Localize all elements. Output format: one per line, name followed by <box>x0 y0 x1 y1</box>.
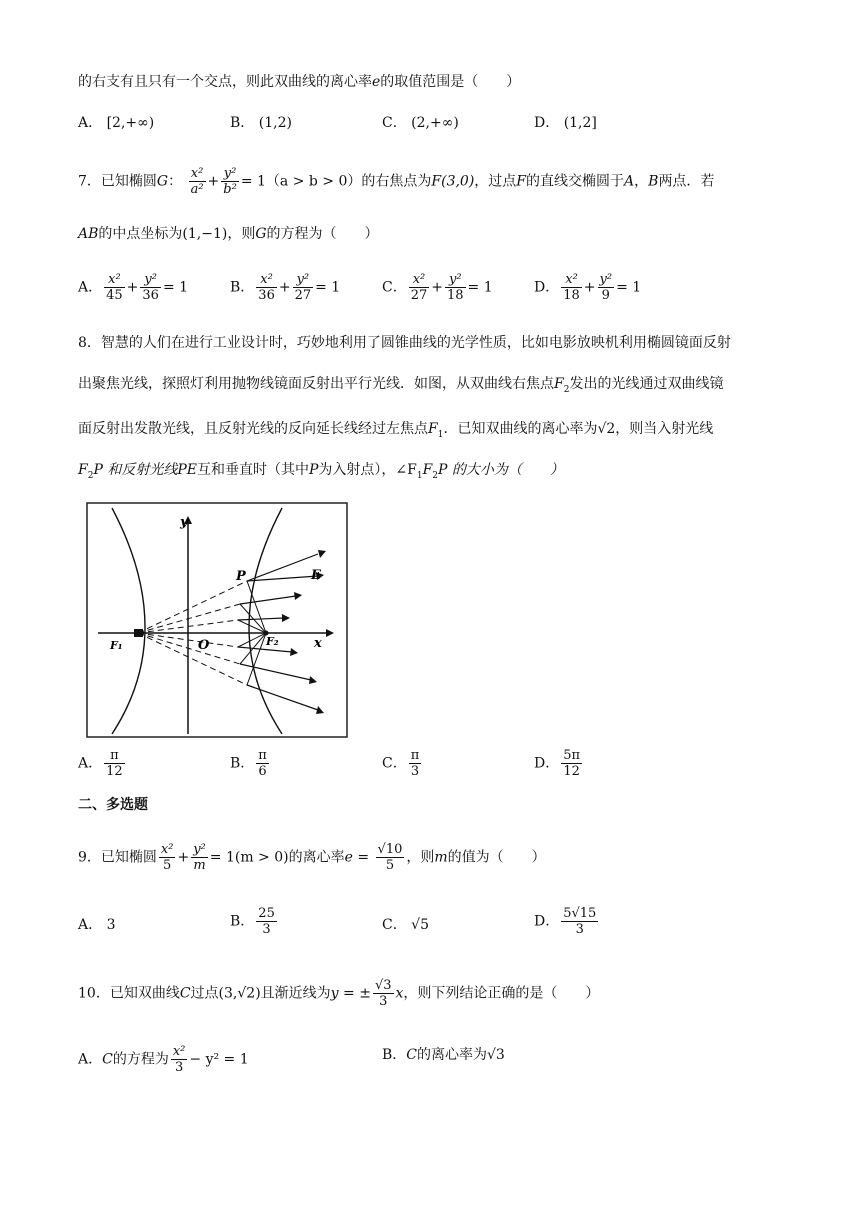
label-p: P <box>236 569 246 584</box>
q9-option-a[interactable]: A． 3 <box>78 917 116 933</box>
q7-stem-line1: 7．已知椭圆G： $\frac{\text{x²}}{\text{a²}}$ + $\frac{\text{y²}}{\text{b²}}$ = 1（a > b > 0）的右焦点为F(3,0)，过点F的直线交椭圆于A，B两点．若 <box>78 166 715 197</box>
q8-stem-line1: 8．智慧的人们在进行工业设计时，巧妙地利用了圆锥曲线的光学性质，比如电影放映机利用椭圆镜面反射 <box>78 335 731 351</box>
q6-stem: 的右支有且只有一个交点，则此双曲线的离心率e的取值范围是（ ） <box>78 74 521 90</box>
label-x: x <box>314 636 322 651</box>
q10-option-a[interactable]: A．C的方程为 $\frac{\text{x²}}{3}$ − y² = 1 <box>78 1044 249 1075</box>
label-f1: F₁ <box>110 639 123 652</box>
q7-option-a[interactable]: A． $\frac{\text{x²}}{45}$ + $\frac{\text{y²}}{36}$ = 1 <box>78 272 189 303</box>
q7-option-c[interactable]: C． $\frac{\text{x²}}{27}$ + $\frac{\text{y²}}{18}$ = 1 <box>382 272 493 303</box>
q10-stem: 10．已知双曲线C过点(3,√2)且渐近线为y = ± $\frac{√3}{3}$ x，则下列结论正确的是（ ） <box>78 978 600 1009</box>
label-o: O <box>198 638 210 653</box>
q6-option-b[interactable]: B． (1,2) <box>230 115 292 131</box>
q7-frac-x: $\frac{\text{x²}}{\text{a²}}$ <box>190 166 204 197</box>
q7-frac-y: $\frac{\text{y²}}{\text{b²}}$ <box>223 166 237 197</box>
q6-option-d[interactable]: D． (1,2] <box>534 115 597 131</box>
focus-f1-point <box>134 629 143 637</box>
q8-stem-line2: 出聚焦光线，探照灯利用抛物线镜面反射出平行光线．如图，从双曲线右焦点$F_2$发出的光线通过双曲线镜 <box>78 376 724 395</box>
q9-option-b[interactable]: B． $\frac{25}{3}$ <box>230 906 275 937</box>
q10-option-b[interactable]: B．C的离心率为√3 <box>382 1047 505 1063</box>
q9-stem: 9．已知椭圆 $\frac{\text{x²}}{5}$ + $\frac{\text{y²}}{m}$ = 1(m > 0)的离心率e = $\frac{√10}{5}$ ，则m的值为（ ） <box>78 842 546 873</box>
q6-option-a[interactable]: A． [2,+∞) <box>78 115 155 131</box>
q9-option-c[interactable]: C． √5 <box>382 917 429 933</box>
q9-option-d[interactable]: D． $\frac{5√15}{3}$ <box>534 906 597 937</box>
q8-option-d[interactable]: D． $\frac{5\pi}{12}$ <box>534 748 581 779</box>
q8-stem-line3: 面反射出发散光线，且反射光线的反向延长线经过左焦点$F_1$．已知双曲线的离心率为√2，则当入射光线 <box>78 421 714 440</box>
q8-option-b[interactable]: B． $\frac{\pi}{6}$ <box>230 748 267 779</box>
q8-option-a[interactable]: A． $\frac{\pi}{12}$ <box>78 748 123 779</box>
label-f2: F₂ <box>266 635 279 648</box>
section-title: 二、多选题 <box>78 797 148 813</box>
label-y: y <box>180 515 188 530</box>
q8-stem-line4: $F_2P$ 和反射光线PE互和垂直时（其中P为入射点），$\angle F_1F_2P$ 的大小为（ ） <box>78 462 564 481</box>
q8-option-c[interactable]: C． $\frac{\pi}{3}$ <box>382 748 420 779</box>
label-e: E <box>311 568 321 583</box>
q7-option-b[interactable]: B． $\frac{\text{x²}}{36}$ + $\frac{\text{y²}}{27}$ = 1 <box>230 272 341 303</box>
hyperbola-reflection-figure <box>86 502 348 738</box>
q7-stem-line2: AB的中点坐标为(1,−1)，则G的方程为（ ） <box>78 226 379 242</box>
q6-option-c[interactable]: C． (2,+∞) <box>382 115 459 131</box>
q7-option-d[interactable]: D． $\frac{\text{x²}}{18}$ + $\frac{\text{y²}}{9}$ = 1 <box>534 272 642 303</box>
